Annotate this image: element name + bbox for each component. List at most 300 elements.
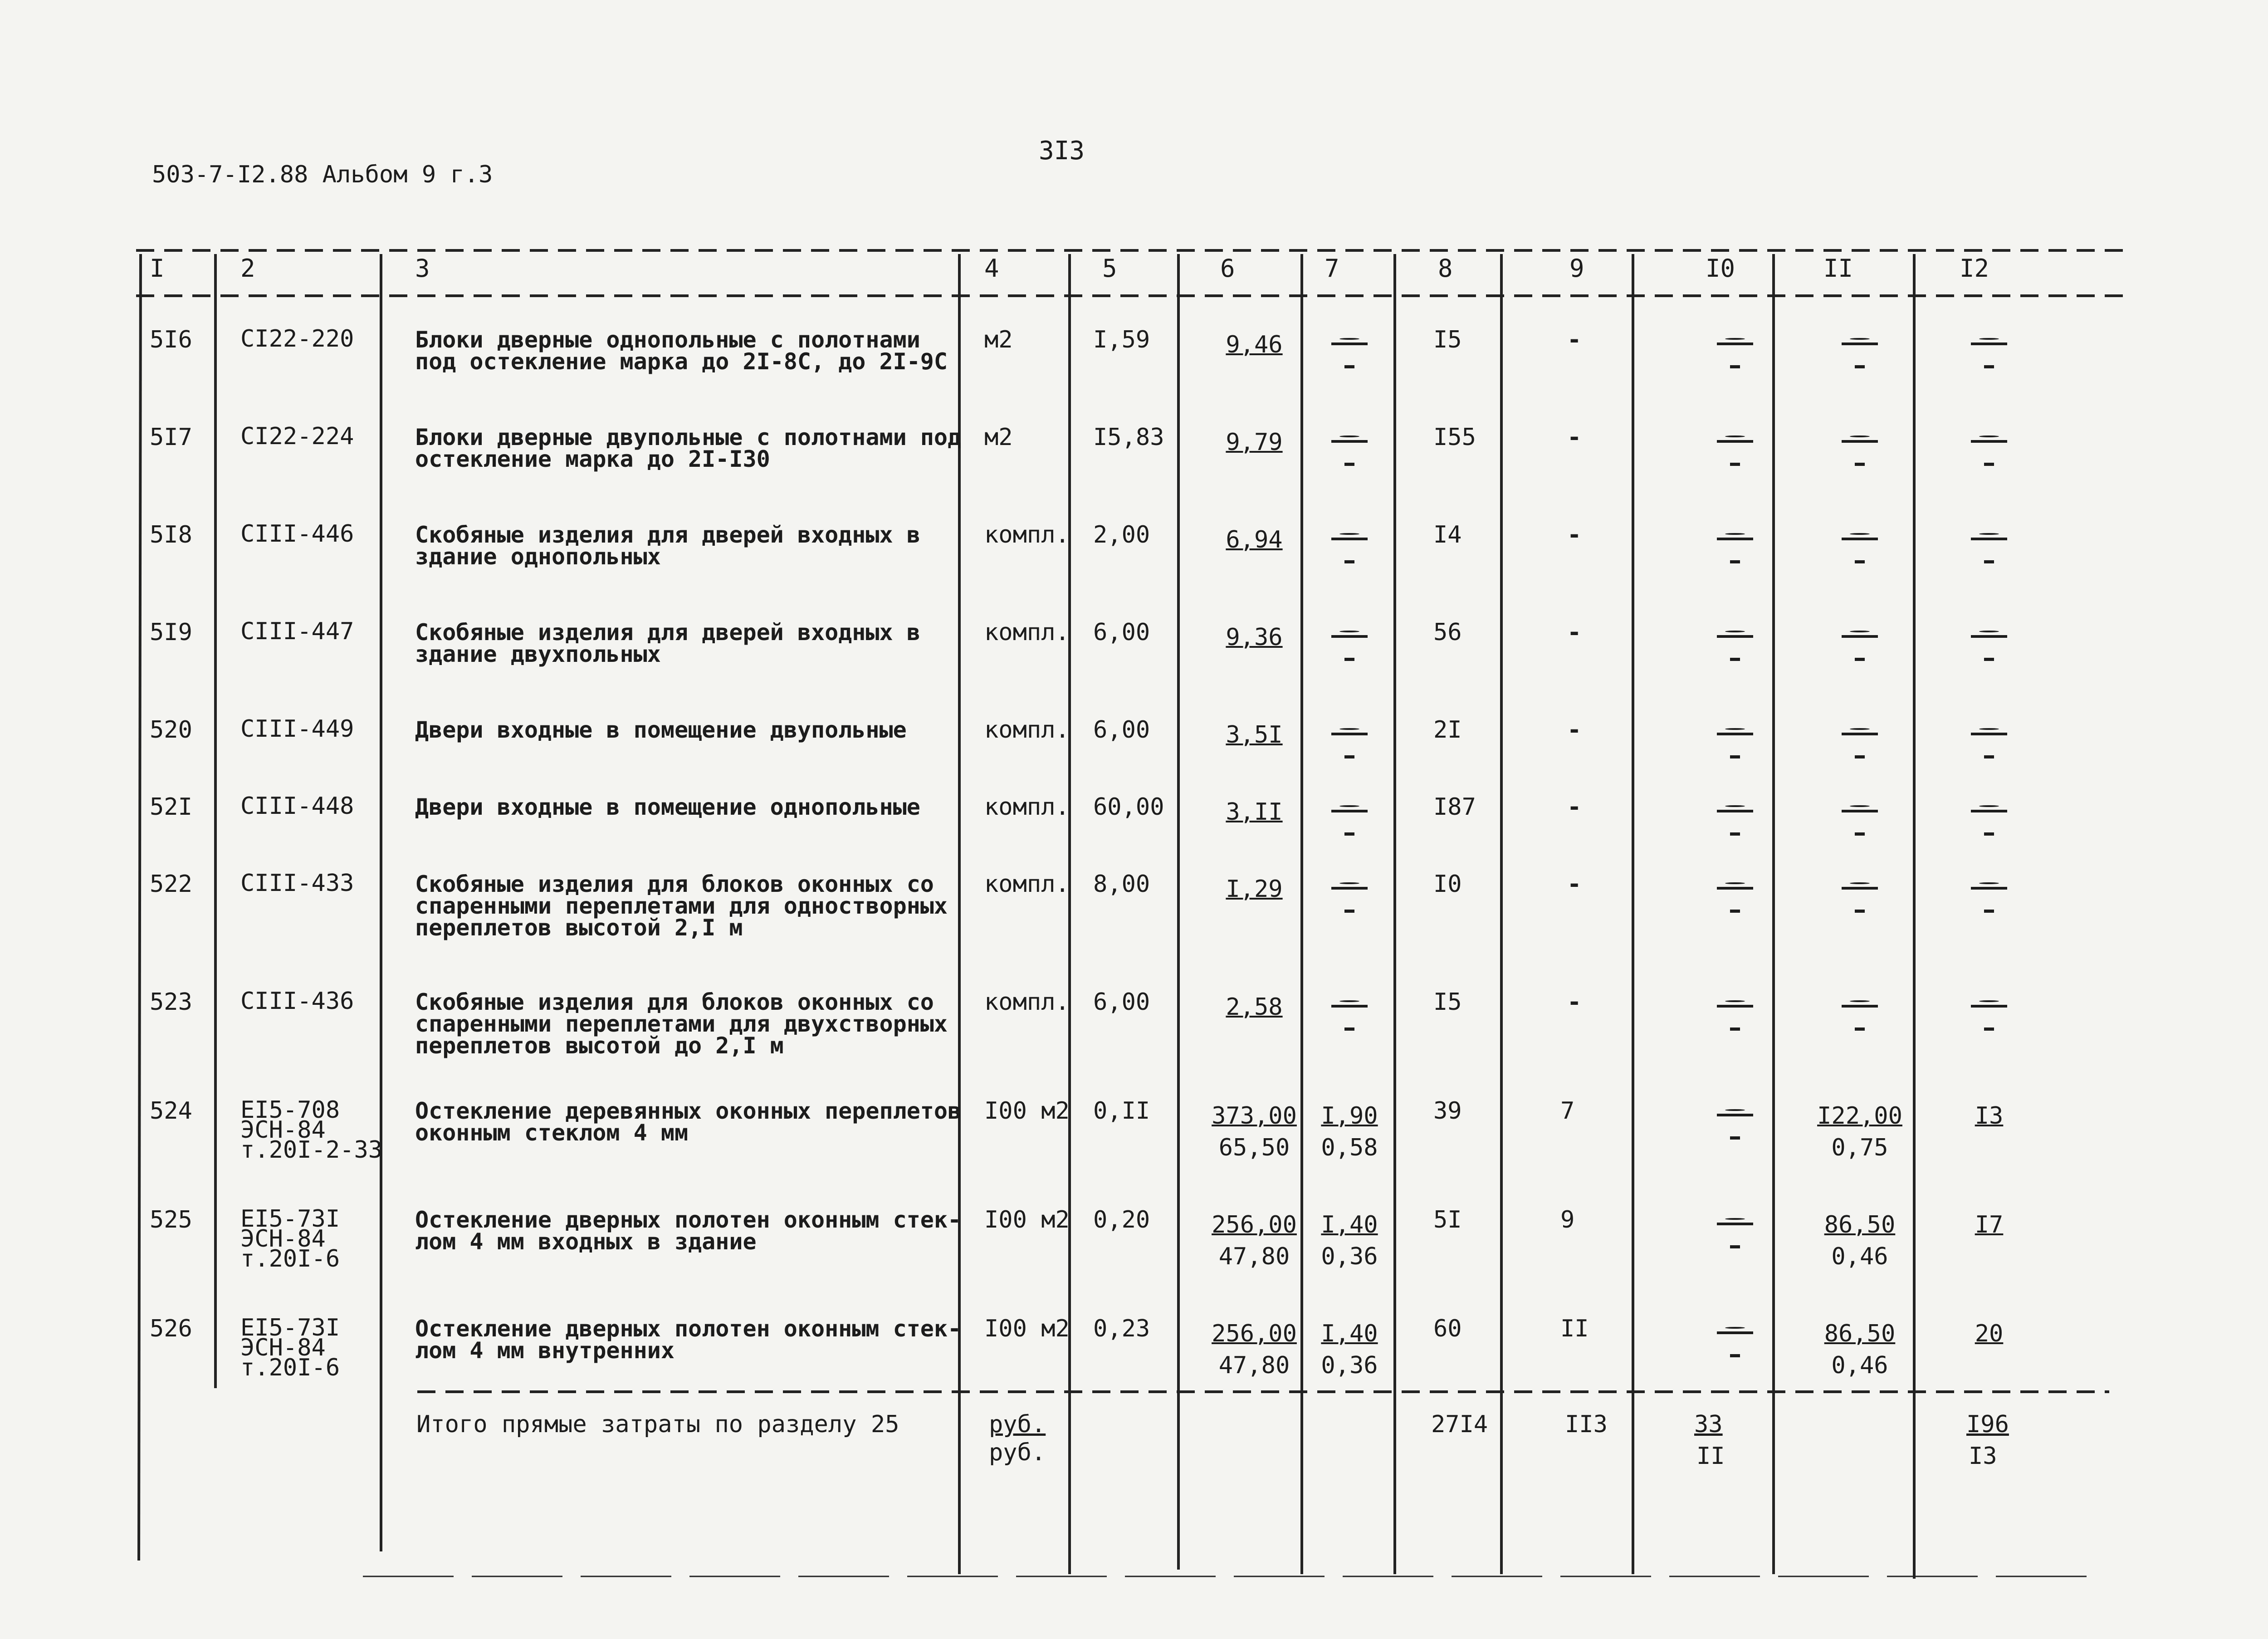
dash-mark-bottom	[1730, 1027, 1740, 1031]
quantity: 6,00	[1093, 716, 1150, 744]
norm-code-line: ЭСН-84	[240, 1116, 326, 1144]
empty-value-mark	[1814, 991, 1905, 1031]
dash-mark-top	[1971, 538, 2007, 540]
empty-value-mark	[1950, 719, 2028, 758]
dash-mark-top	[1971, 635, 2007, 638]
dash-mark-top	[1331, 635, 1368, 638]
total-col10-top: 33	[1694, 1411, 1723, 1438]
fraction-numerator: I,40	[1321, 1211, 1378, 1238]
dash-mark-bottom	[1855, 463, 1865, 466]
norm-code-line: CIII-449	[240, 715, 354, 743]
fraction-denominator	[1211, 1023, 1297, 1055]
row-number: 523	[150, 988, 192, 1016]
dash-mark-bottom	[1730, 463, 1740, 466]
empty-value-mark	[1950, 621, 2028, 661]
dash-mark-top	[1842, 733, 1878, 735]
description-line: Скобяные изделия для дверей входных в	[415, 619, 920, 646]
description-line: лом 4 мм входных в здание	[415, 1228, 757, 1255]
fraction-denominator	[1950, 1350, 2028, 1381]
dash-mark-bottom	[1855, 1027, 1865, 1031]
row-number: 52I	[150, 793, 192, 821]
empty-value-mark	[1315, 719, 1383, 758]
column-9-value: 7	[1560, 1097, 1575, 1125]
fraction-numerator: 2,58	[1226, 993, 1283, 1021]
norm-code-line: т.20I-2-33	[240, 1136, 383, 1164]
dash-mark-top	[1842, 887, 1878, 890]
fraction-denominator: 0,36	[1321, 1352, 1378, 1379]
dash-mark-bottom	[1730, 1136, 1740, 1140]
column-8-value: 5I	[1433, 1206, 1462, 1233]
fraction-denominator: 65,50	[1218, 1134, 1290, 1161]
norm-code-line: CIII-446	[240, 520, 354, 548]
dash-mark-top	[1331, 538, 1368, 540]
dash-mark-top	[1331, 440, 1368, 443]
work-description	[415, 719, 907, 741]
row-number: 522	[150, 871, 192, 898]
total-label: Итого прямые затраты по разделу 25	[416, 1411, 899, 1438]
page-number: 3I3	[1039, 136, 1085, 166]
fraction-denominator: 0,58	[1321, 1134, 1378, 1161]
norm-code	[240, 1205, 340, 1272]
column-header-2: 2	[240, 254, 255, 283]
row-number: 5I8	[150, 521, 192, 548]
column-9-value: II	[1560, 1315, 1589, 1342]
empty-value-mark	[1950, 873, 2028, 913]
description-line: под остекление марка до 2I-8C, до 2I-9C	[415, 348, 948, 375]
fraction-numerator: 256,00	[1212, 1211, 1297, 1238]
dash-mark-bottom	[1984, 560, 1994, 563]
document-code: 503-7-I2.88 Альбом 9 г.3	[152, 161, 493, 188]
description-line: здание двухпольных	[415, 641, 661, 667]
norm-code-line: EI5-708	[240, 1096, 340, 1124]
fraction-denominator	[1211, 556, 1297, 587]
fraction-numerator: I,40	[1321, 1320, 1378, 1347]
fraction-numerator: I,90	[1321, 1102, 1378, 1130]
fraction-denominator	[1950, 1241, 2028, 1272]
row-number: 5I6	[150, 326, 192, 353]
empty-value-mark	[1950, 426, 2028, 466]
column-8-value: I0	[1433, 871, 1462, 898]
dash-mark-top	[1842, 440, 1878, 443]
dash-mark-top	[1331, 342, 1368, 345]
work-description	[415, 1100, 961, 1144]
dash-mark-top	[1971, 887, 2007, 890]
dash-mark-top	[1971, 342, 2007, 345]
dash-mark-bottom	[1344, 1027, 1354, 1031]
column-header-11: II	[1823, 254, 1853, 283]
norm-code-line: EI5-73I	[240, 1314, 340, 1341]
fraction-numerator: 9,79	[1226, 429, 1283, 456]
quantity: I5,83	[1093, 424, 1164, 451]
cost-fraction	[1211, 991, 1297, 1055]
norm-code-line: т.20I-6	[240, 1354, 340, 1381]
dash-mark-bottom	[1855, 910, 1865, 913]
quantity: 6,00	[1093, 988, 1150, 1016]
dash-mark-bottom	[1984, 463, 1994, 466]
dash-mark-bottom	[1855, 755, 1865, 758]
dash-mark-top	[1717, 538, 1753, 540]
row-number: 5I9	[150, 619, 192, 646]
cost-fraction	[1211, 1100, 1297, 1164]
work-description	[415, 621, 920, 665]
column-9-value: -	[1567, 326, 1582, 353]
cost-fraction	[1211, 1209, 1297, 1272]
empty-value-mark	[1696, 991, 1774, 1031]
description-line: оконным стеклом 4 мм	[415, 1120, 689, 1146]
fraction-denominator	[1211, 458, 1297, 490]
norm-code-line: CIII-433	[240, 870, 354, 897]
description-line: спаренными переплетами для одностворных	[415, 893, 948, 919]
column-8-value: 60	[1433, 1315, 1462, 1342]
empty-value-mark	[1696, 1100, 1774, 1140]
norm-code	[240, 423, 354, 450]
fraction-numerator: 20	[1975, 1320, 2004, 1347]
total-col12-top: I96	[1966, 1411, 2009, 1438]
fraction-numerator: 3,5I	[1226, 721, 1283, 749]
work-description	[415, 991, 948, 1057]
fraction-numerator: 373,00	[1212, 1102, 1297, 1130]
unit: компл.	[984, 871, 1070, 898]
empty-value-mark	[1315, 621, 1383, 661]
description-line: Скобяные изделия для блоков оконных со	[415, 871, 934, 897]
empty-value-mark	[1696, 796, 1774, 836]
norm-code-line: EI5-73I	[240, 1205, 340, 1233]
dash-mark-top	[1717, 1223, 1753, 1225]
dash-mark-top	[1331, 887, 1368, 890]
description-line: Двери входные в помещение двупольные	[415, 717, 907, 743]
unit: м2	[984, 424, 1013, 451]
empty-value-mark	[1814, 796, 1905, 836]
norm-code	[240, 988, 354, 1015]
dash-mark-bottom	[1730, 755, 1740, 758]
cost-fraction	[1814, 1100, 1905, 1164]
work-description	[415, 327, 948, 375]
dash-mark-bottom	[1984, 910, 1994, 913]
empty-value-mark	[1315, 524, 1383, 563]
work-description	[415, 1316, 962, 1364]
quantity: 60,00	[1093, 793, 1164, 821]
dash-mark-bottom	[1344, 560, 1354, 563]
column-8-value: I87	[1433, 793, 1476, 821]
column-header-10: I0	[1706, 254, 1735, 283]
column-header-3: 3	[415, 254, 430, 283]
dash-mark-top	[1971, 733, 2007, 735]
empty-value-mark	[1696, 426, 1774, 466]
norm-code	[240, 870, 354, 897]
column-header-8: 8	[1438, 254, 1453, 283]
dash-mark-top	[1842, 1005, 1878, 1008]
dash-mark-top	[1717, 635, 1753, 638]
norm-code	[240, 715, 354, 743]
cost-fraction	[1211, 524, 1297, 587]
norm-code-line: CI22-224	[240, 423, 354, 450]
empty-value-mark	[1696, 1209, 1774, 1248]
dash-mark-top	[1717, 1114, 1753, 1116]
column-9-value: -	[1567, 619, 1582, 646]
dash-mark-bottom	[1730, 910, 1740, 913]
unit: компл.	[984, 716, 1070, 744]
empty-value-mark	[1814, 426, 1905, 466]
column-8-value: I5	[1433, 326, 1462, 353]
dash-mark-bottom	[1984, 658, 1994, 661]
dash-mark-bottom	[1344, 910, 1354, 913]
fraction-numerator: I7	[1975, 1211, 2004, 1238]
column-header-12: I2	[1960, 254, 1989, 283]
fraction-denominator	[1211, 653, 1297, 685]
column-header-9: 9	[1569, 254, 1584, 283]
row-number: 526	[150, 1315, 192, 1342]
work-description	[415, 426, 961, 470]
description-line: лом 4 мм внутренних	[415, 1337, 675, 1364]
dash-mark-top	[1717, 440, 1753, 443]
column-header-7: 7	[1325, 254, 1339, 283]
dash-mark-bottom	[1730, 560, 1740, 563]
quantity: 0,20	[1093, 1206, 1150, 1233]
fraction-denominator	[1211, 751, 1297, 783]
dash-mark-bottom	[1855, 560, 1865, 563]
column-header-5: 5	[1102, 254, 1117, 283]
dash-mark-bottom	[1344, 658, 1354, 661]
empty-value-mark	[1315, 873, 1383, 913]
norm-code-line: CIII-448	[240, 793, 354, 820]
total-unit-top: руб.	[989, 1411, 1046, 1438]
empty-value-mark	[1950, 991, 2028, 1031]
dash-mark-bottom	[1984, 832, 1994, 836]
dash-mark-top	[1717, 1331, 1753, 1334]
description-line: Блоки дверные однопольные с полотнами	[415, 327, 920, 353]
cost-fraction	[1211, 796, 1297, 860]
cost-fraction	[1950, 1209, 2028, 1272]
description-line: Остекление деревянных оконных переплетов	[415, 1098, 962, 1124]
description-line: переплетов высотой до 2,I м	[415, 1032, 784, 1059]
dash-mark-bottom	[1730, 658, 1740, 661]
column-8-value: I55	[1433, 424, 1476, 451]
dash-mark-bottom	[1730, 365, 1740, 368]
row-number: 520	[150, 716, 192, 744]
unit: м2	[984, 326, 1013, 353]
quantity: I,59	[1093, 326, 1150, 353]
dash-mark-bottom	[1855, 658, 1865, 661]
fraction-numerator: 3,II	[1226, 798, 1283, 826]
dash-mark-bottom	[1730, 1245, 1740, 1248]
unit: I00 м2	[984, 1097, 1070, 1125]
column-9-value: -	[1567, 521, 1582, 548]
empty-value-mark	[1950, 524, 2028, 563]
description-line: здание однопольных	[415, 543, 661, 570]
col-line-1	[139, 254, 141, 1561]
fraction-numerator: 256,00	[1212, 1320, 1297, 1347]
description-line: спаренными переплетами для двухстворных	[415, 1011, 948, 1037]
norm-code	[240, 793, 354, 820]
empty-value-mark	[1696, 329, 1774, 368]
quantity: 6,00	[1093, 619, 1150, 646]
norm-code-line: CI22-220	[240, 325, 354, 352]
dash-mark-bottom	[1344, 755, 1354, 758]
unit: компл.	[984, 988, 1070, 1016]
empty-value-mark	[1814, 873, 1905, 913]
fraction-denominator: 47,80	[1218, 1352, 1290, 1379]
cost-fraction	[1211, 426, 1297, 490]
column-8-value: 56	[1433, 619, 1462, 646]
cost-fraction	[1315, 1100, 1383, 1164]
dash-mark-bottom	[1344, 832, 1354, 836]
fraction-denominator: 0,36	[1321, 1243, 1378, 1270]
fraction-denominator	[1211, 905, 1297, 937]
work-description	[415, 796, 920, 818]
fraction-numerator: 9,36	[1226, 624, 1283, 651]
cost-fraction	[1950, 1318, 2028, 1381]
total-col10-bottom: II	[1696, 1443, 1725, 1470]
dash-mark-top	[1331, 1005, 1368, 1008]
dash-mark-top	[1717, 887, 1753, 890]
dash-mark-top	[1971, 440, 2007, 443]
unit: компл.	[984, 521, 1070, 548]
empty-value-mark	[1814, 329, 1905, 368]
dash-mark-bottom	[1344, 463, 1354, 466]
norm-code-line: CIII-447	[240, 618, 354, 645]
cost-fraction	[1211, 329, 1297, 392]
dash-mark-top	[1331, 733, 1368, 735]
fraction-numerator: 86,50	[1824, 1320, 1896, 1347]
norm-code	[240, 1314, 340, 1381]
row-number: 5I7	[150, 424, 192, 451]
quantity: 0,II	[1093, 1097, 1150, 1125]
unit: I00 м2	[984, 1206, 1070, 1233]
description-line: остекление марка до 2I-I30	[415, 446, 770, 472]
description-line: Двери входные в помещение однопольные	[415, 794, 920, 820]
dash-mark-top	[1717, 733, 1753, 735]
empty-value-mark	[1814, 524, 1905, 563]
empty-value-mark	[1696, 524, 1774, 563]
empty-value-mark	[1696, 1318, 1774, 1357]
description-line: Остекление дверных полотен оконным стек-	[415, 1207, 962, 1233]
dash-mark-bottom	[1855, 832, 1865, 836]
empty-value-mark	[1315, 329, 1383, 368]
work-description	[415, 524, 920, 568]
fraction-numerator: I3	[1975, 1102, 2004, 1130]
dash-mark-bottom	[1730, 1354, 1740, 1357]
fraction-denominator: 0,46	[1831, 1352, 1888, 1379]
dash-mark-bottom	[1984, 365, 1994, 368]
work-description	[415, 873, 948, 939]
total-col8: 27I4	[1431, 1411, 1488, 1438]
empty-value-mark	[1696, 719, 1774, 758]
column-8-value: 39	[1433, 1097, 1462, 1125]
norm-code-line: т.20I-6	[240, 1245, 340, 1272]
unit: I00 м2	[984, 1315, 1070, 1342]
dash-mark-bottom	[1984, 755, 1994, 758]
fraction-numerator: 6,94	[1226, 526, 1283, 553]
fraction-denominator	[1950, 1132, 2028, 1164]
dash-mark-top	[1842, 810, 1878, 812]
norm-code-line: ЭСН-84	[240, 1225, 326, 1252]
dash-mark-bottom	[1855, 365, 1865, 368]
column-header-4: 4	[984, 254, 999, 283]
cost-fraction	[1315, 1318, 1383, 1381]
quantity: 0,23	[1093, 1315, 1150, 1342]
cost-fraction	[1950, 1100, 2028, 1164]
column-9-value: -	[1567, 424, 1582, 451]
total-col9: II3	[1565, 1411, 1608, 1438]
empty-value-mark	[1315, 991, 1383, 1031]
description-line: Скобяные изделия для дверей входных в	[415, 522, 920, 548]
dash-mark-bottom	[1730, 832, 1740, 836]
cost-fraction	[1211, 621, 1297, 685]
fraction-numerator: 86,50	[1824, 1211, 1896, 1238]
unit: компл.	[984, 619, 1070, 646]
norm-code	[240, 520, 354, 548]
fraction-denominator: 0,46	[1831, 1243, 1888, 1270]
cost-fraction	[1211, 873, 1297, 937]
norm-code-line: CIII-436	[240, 988, 354, 1015]
column-8-value: I4	[1433, 521, 1462, 548]
norm-code	[240, 1096, 383, 1164]
fraction-denominator: 0,75	[1831, 1134, 1888, 1161]
empty-value-mark	[1814, 719, 1905, 758]
column-9-value: 9	[1560, 1206, 1575, 1233]
cost-fraction	[1814, 1318, 1905, 1381]
description-line: Блоки дверные двупольные с полотнами под	[415, 424, 962, 450]
dash-mark-top	[1842, 342, 1878, 345]
column-8-value: I5	[1433, 988, 1462, 1016]
dash-mark-top	[1717, 1005, 1753, 1008]
cost-fraction	[1315, 1209, 1383, 1272]
fraction-numerator: I22,00	[1817, 1102, 1902, 1130]
description-line: Остекление дверных полотен оконным стек-	[415, 1316, 962, 1342]
norm-code	[240, 618, 354, 645]
fraction-numerator: 9,46	[1226, 331, 1283, 358]
description-line: переплетов высотой 2,I м	[415, 915, 743, 941]
cost-fraction	[1211, 1318, 1297, 1381]
dash-mark-top	[1842, 538, 1878, 540]
column-header-6: 6	[1220, 254, 1235, 283]
column-9-value: -	[1567, 988, 1582, 1016]
empty-value-mark	[1696, 873, 1774, 913]
empty-value-mark	[1950, 329, 2028, 368]
empty-value-mark	[1315, 426, 1383, 466]
fraction-numerator: I,29	[1226, 876, 1283, 903]
quantity: 8,00	[1093, 871, 1150, 898]
row-number: 524	[150, 1097, 192, 1125]
empty-value-mark	[1315, 796, 1383, 836]
dash-mark-top	[1971, 1005, 2007, 1008]
column-header-1: I	[150, 254, 165, 283]
empty-value-mark	[1950, 796, 2028, 836]
cost-fraction	[1814, 1209, 1905, 1272]
unit: компл.	[984, 793, 1070, 821]
column-9-value: -	[1567, 793, 1582, 821]
column-9-value: -	[1567, 871, 1582, 898]
dash-mark-top	[1842, 635, 1878, 638]
norm-code-line: ЭСН-84	[240, 1334, 326, 1361]
column-8-value: 2I	[1433, 716, 1462, 744]
empty-value-mark	[1814, 621, 1905, 661]
fraction-denominator	[1211, 361, 1297, 392]
fraction-denominator: 47,80	[1218, 1243, 1290, 1270]
dash-mark-top	[1971, 810, 2007, 812]
dash-mark-top	[1717, 810, 1753, 812]
row-number: 525	[150, 1206, 192, 1233]
description-line: Скобяные изделия для блоков оконных со	[415, 989, 934, 1015]
cost-fraction	[1211, 719, 1297, 783]
fraction-denominator	[1211, 828, 1297, 860]
column-9-value: -	[1567, 716, 1582, 744]
dash-mark-top	[1331, 810, 1368, 812]
dash-mark-top	[1717, 342, 1753, 345]
quantity: 2,00	[1093, 521, 1150, 548]
dash-mark-bottom	[1344, 365, 1354, 368]
total-col12-bottom: I3	[1969, 1443, 1997, 1470]
